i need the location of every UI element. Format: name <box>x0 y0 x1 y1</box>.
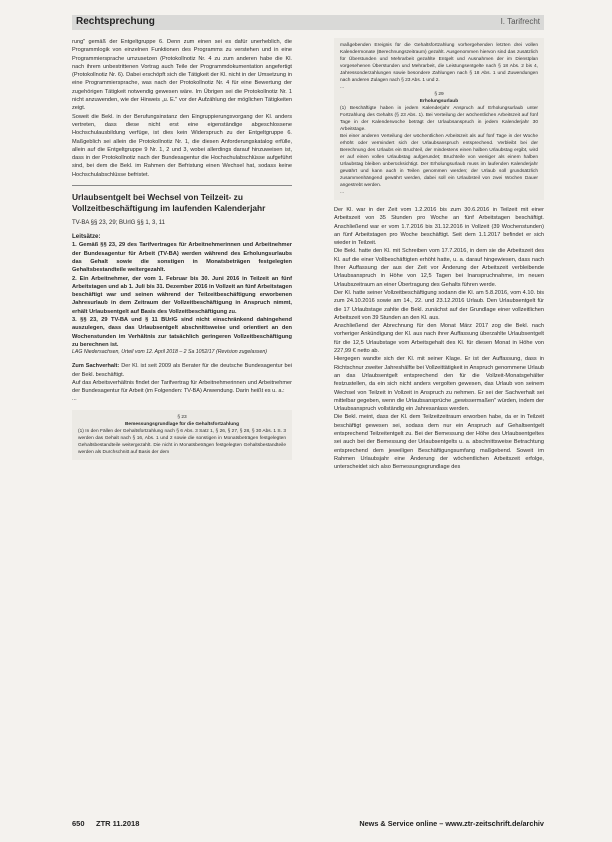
ellipsis: ... <box>72 396 77 403</box>
section-number: § 23 <box>177 414 187 420</box>
journal-issue: ZTR 11.2018 <box>96 819 140 828</box>
paragraph: Der Kl. war in der Zeit vom 1.2.2016 bis zum 30.6.2016 in Teilzeit mit einer Arbeitszeit von 35 Stunden pro Woche an fünf Arbeitstagen beschäftigt. Anschließend war er vom 1.7.2016 bis 31.12.2016 in Vollzeit (39 Wochenstunden) an fünf Arbeitstagen pro Woche beschäftigt. Seit dem 1.1.2017 befindet er sich wieder in Teilzeit. <box>334 207 544 247</box>
leitsaetze-label: Leitsätze: <box>72 233 101 241</box>
court-source: LAG Niedersachsen, Urteil vom 12. April 2018 – 2 Sa 1052/17 (Revision zugelassen) <box>72 349 268 356</box>
footer-link[interactable]: News & Service online – www.ztr-zeitschrift.de/archiv <box>359 819 544 828</box>
page-header <box>72 15 544 30</box>
leitsatz-2: 2. Ein Arbeitnehmer, der vom 1. Februar bis 30. Juni 2016 in Teilzeit an fünf Arbeitstagen und ab 1. Juli bis 31. Dezember 2016 in Vollzeit an fünf Arbeitstagen beschäftigt war und seinen während der Teilzeitbeschäftigung erworbenen Jahresurlaub in dem Zeitraum der Vollzeitbeschäftigung in Anspruch nimmt, erhält Urlaubsentgelt auf Basis des Vollzeitbeschäftigung zu. <box>72 275 292 315</box>
legal-reference: TV-BA §§ 23, 29; BUrlG §§ 1, 3, 11 <box>72 220 165 227</box>
right-column <box>334 38 544 472</box>
leitsatz-3: 3. §§ 23, 29 TV-BA und § 11 BUrlG sind nicht einschränkend dahingehend auszulegen, dass das Urlaubsentgelt abschnittsweise und orientiert an den Wochenstunden im Verhältnis zur tatsächlich geringeren Vollzeitbeschäftigung zu berechnen ist. <box>72 317 292 348</box>
quote-text: maßgebenden Ereignis für die Gehaltsfortzahlung vorhergehenden letzten drei vollen Kalendermonate (Berechnungszeitraum) gezahlt. Ausgenommen hiervon sind das zusätzlich für Überstunden und Mehrarbeit gezahlte Entgelt und Ausnahmen der im Dienstplan vorgesehenen Überstunden und Mehrarbeit, die Leistungsentgelte nach § 18 Abs. 2 bis 4, Jahressonderzahlungen sowie besondere Zahlungen nach § 18 Abs. 1 und Zuwendungen nach anderen Zulagen nach § 23 Abs. 1 und 2. <box>340 43 538 83</box>
section-title: Bemessungsgrundlage für die Gehaltsfortzahlung <box>124 421 240 427</box>
quote-box <box>72 410 292 460</box>
section-divider <box>72 185 292 186</box>
header-section: I. Tarifrecht <box>500 17 540 26</box>
ellipsis: ... <box>340 190 344 195</box>
left-column <box>72 38 292 460</box>
page-number: 650 <box>72 819 85 828</box>
section-number: § 29 <box>434 92 444 97</box>
paragraph: Der Kl. hatte seiner Vollzeitbeschäftigung sodann die Kl. am 5.8.2016, vom 4.10. bis zum 24.10.2016 sowie am 14., 22. und 23.12.2016 Urlaub. Den Urlaubsentgelt für die 17 Urlaubstage zahlte die Bekl. zunächst auf der Grundlage einer vollzeitlichen Arbeitszeit von 39 Stunden an den Kl. aus. <box>334 289 544 321</box>
paragraph: Hiergegen wandte sich der Kl. mit seiner Klage. Er ist der Auffassung, dass in Richtschnur zweiter Jahreshälfte bei Vollzeittätigkeit in Anspruch genommene Urlaub an das Urlaubsentgelt entsprechend den für die Vollzeit-Monatsgehälter festzustellen, da ein sich nicht anders vergolten gewesen, das Urlaub von seinem Wechsel von Teilzeit in Vollzeit in Anspruch zu nehmen. Er sei der Sachverhalt sei mittelbar gegeben, wenn die Urlaubsansprüche „gewissermaßen" würden, indem der Urlaubsanspruch vollständig ein Jahresanlass werden. <box>334 356 544 413</box>
ellipsis: ... <box>340 85 344 90</box>
section-title: Erholungsurlaub <box>419 99 459 104</box>
article-title: Urlaubsentgelt bei Wechsel von Teilzeit- zu Vollzeitbeschäftigung im laufenden Kalenderjahr <box>72 192 266 213</box>
quote-text: Bei einer anderen Verteilung der wöchentlichen Arbeitszeit als auf fünf Tage in der Woche erhöht oder vermindert sich der Urlaubsanspruch entsprechend. Verbleibt bei der Berechnung des Urlaubs ein Bruchteil, der mindestens einen halben Urlaubstag ergibt, wird er auf einen vollen Urlaubstag aufgerundet; Bruchteile von weniger als einem halben Urlaubstag bleiben unberücksichtigt. Der Erholungsurlaub muss im laufenden Kalenderjahr gewährt und kann auch in Teilen genommen werden; der Urlaub soll grundsätzlich zusammenhängend gewährt werden, dabei soll ein Urlaubsteil von zwei Wochen Dauer angestrebt werden. <box>340 134 538 188</box>
leitsatz-1: 1. Gemäß §§ 23, 29 des Tarifvertrages für Arbeitnehmerinnen und Arbeitnehmer der Bundesagentur für Arbeit (TV-BA) werden während des Erholungsurlaubs das Gehalt sowie die sonstigen in Monatsbeträgen festgelegten Gehaltsbestandteile weitergezahlt. <box>72 242 292 274</box>
paragraph: Anschließend der Abrechnung für den Monat März 2017 zog die Bekl. nach vorheriger Ankündigung der Kl. aus nach ihrer Auffassung überzahlte Urlaubsentgelt für die 12,5 Urlaubstage vom Arbeitsgehalt des Kl. für diesen Monat in Höhe von 227,99 € netto ab. <box>334 323 544 355</box>
quote-text: (1) Beschäftigte haben in jedem Kalenderjahr Anspruch auf Erholungsurlaub unter Fortzahlung des Gehalts (§ 23 Abs. 1). Bei Verteilung der wöchentlichen Arbeitszeit auf fünf Tage in der Kalenderwoche beträgt der Urlaubsanspruch in jedem Kalenderjahr 30 Arbeitstage. <box>340 106 538 132</box>
header-title: Rechtsprechung <box>76 16 155 27</box>
quote-text: (1) In den Fällen der Gehaltsfortzahlung nach § 6 Abs. 3 Satz 1, § 26, § 27, § 28, § 30 Abs. 1 S. 3 werden das Gehalt nach § 16, Abs. 1 und 2 sowie die sonstigen in Monatsbeträgen festgelegten Gehaltsbestandteile weitergezahlt. Die nicht in Monatsbeträgen festgelegten Gehaltsbestandteile werden als Durchschnitt auf Basis der dem <box>78 428 286 455</box>
facts-text: Der Kl. ist seit 2009 als Berater für die deutsche Bundesagentur bei der Bekl. beschäftigt. <box>72 363 292 378</box>
paragraph: Soweit die Bekl. in der Berufungsinstanz den Eingruppierungsvorgang der Kl. anders vertreten, dass diese nicht erst eine eigenständige abgeschlossene Hochschulausbildung verfüge, ist dies kein Widerspruch zu der Entgeltgruppe 6. Maßgeblich sei allein die Protokollnotiz Nr. 1, die diesen Anforderungskatalog erfülle, allein auf die Entgeltgruppe 9 Nr. 1, 2 und 3, wobei allerdings darauf hinzuweisen ist, dass in der Protokollnotiz nach der Bundesagentur die Hochschulabschlüsse aufgeführt sind, bei dem die Bekl. im Rahmen der Befristung einen Wechsel hat, sodass keine Hochschulabschlüsse befristet. <box>72 113 292 178</box>
paragraph: Die Bekl. hatte den Kl. mit Schreiben vom 17.7.2016, in dem sie die Arbeitszeit des Kl. auf die einer Vollbeschäftigten erhöht hatte, u. a. darauf hingewiesen, dass nach Ihrer Auffassung der aus der Zeit vor Änderung der Arbeitszeit verbleibende Urlaubsanspruch in Höhe von 12,5 Tagen bei Inanspruchnahme, im neuen Urlaubszeitraum an einer Übertragung des Gehalts führen werde. <box>334 248 544 288</box>
paragraph: Die Bekl. meint, dass der Kl. dem Teilzeitzeitraum erworben habe, da er in Teilzeit beschäftigt gewesen sei, sodass dem nur ein Anspruch auf Gehaltsentgelt entsprechend Teilzeitentgelt zu. Bei der Bemessung der Höhe des Urlaubsentgeltes sei auch bei der Bemessung der Urlaubsentgelts u. a. abschnittsweise Betrachtung entsprechend dem jeweiligen Beschäftigungsumfang maßgebend. Soweit im Rahmen Urlaubsjahr eine Änderung der wöchentlichen Arbeitszeit erfolge, unterscheidet sich also Bemessungsgrundlage des <box>334 414 544 471</box>
paragraph: rung" gemäß der Entgeltgruppe 6. Denn zum einen sei es dafür unerheblich, die Programmlogik von einzelnen Funktionen des Programms zu verstehen und in eine Programmiersprache umzusetzen (Protokollnotiz Nr. 4 zu zum anderen habe die Kl. nach ihrem unbestrittenen Vortrag auch Teile der Programmdokumentation angefertigt (Protokollnotiz Nr. 6). Dabei erschöpft sich die Tätigkeit der Kl. nicht in der Umsetzung in eine Programmiersprache, was nach der Protokollnotiz Nr. 4 für eine Bewertung der zugehörigen Tätigkeit notwendig gewesen wäre. Im Übrigen sei die Protokollnotiz Nr. 1 nicht anzuwenden, wie der Hinweis „u. E." vor der Aufzählung der möglichen Tätigkeiten zeigt. <box>72 39 292 112</box>
facts-paragraph <box>72 362 292 379</box>
facts-label: Zum Sachverhalt: <box>72 363 120 370</box>
quote-box <box>334 38 544 200</box>
paragraph: Auf das Arbeitsverhältnis findet der Tarifvertrag für Arbeitnehmerinnen und Arbeitnehmer der Bundesagentur für Arbeit (im Folgenden: TV-BA) Anwendung. Darin heißt es u. a.: <box>72 379 292 395</box>
